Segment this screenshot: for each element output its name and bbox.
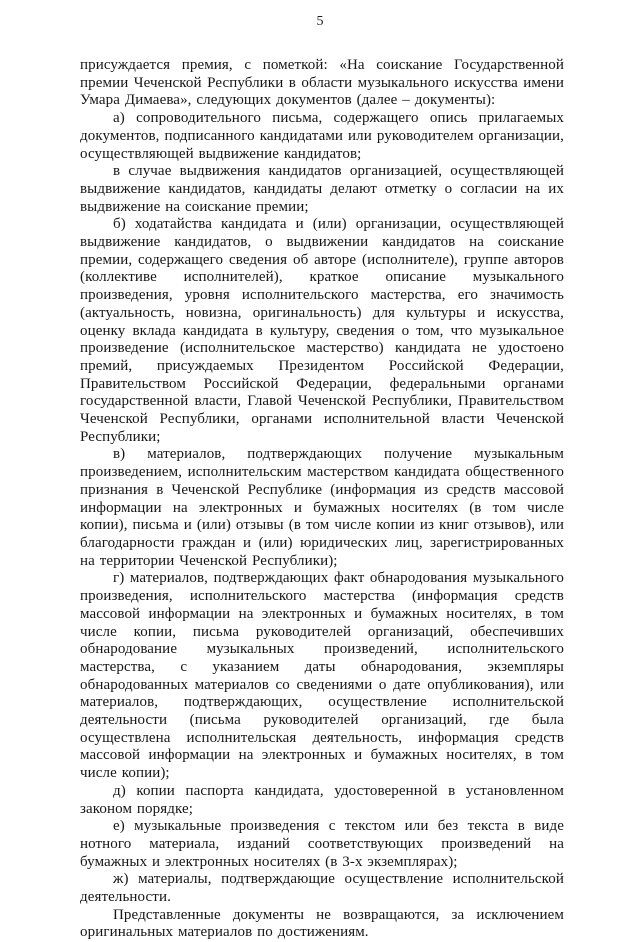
paragraph-closing: Представленные документы не возвращаются, за исключением оригинальных материалов по достижениям. — [80, 906, 564, 941]
paragraph-item-b: б) ходатайства кандидата и (или) организации, осуществляющей выдвижение кандидатов, о выдвижении кандидатов на соискание премии, содержащего сведения об авторе (исполнителе), группе авторов (коллективе исполнителей), краткое описание музыкального произведения, уровня исполнительского мастерства, его значимость (актуальность, новизна, оригинальность) для культуры и искусства, оценку вклада кандидата в культуру, сведения о том, что музыкальное произведение (исполнительское мастерство) кандидата не удостоено премий, присуждаемых Президентом Российской Федерации, Правительством Российской Федерации, федеральными органами государственной власти, Главой Чеченской Республики, Правительством Чеченской Республики, органами исполнительной власти Чеченской Республики; — [80, 216, 564, 445]
page-number: 5 — [316, 14, 324, 29]
paragraph-item-g: г) материалов, подтверждающих факт обнародования музыкального произведения, исполнительского мастерства (информация средств массовой информации на электронных и бумажных носителях, в том числе копии, письма руководителей организаций, обеспечивших обнародование музыкальных произведений, исполнительского мастерства, с указанием даты обнародования, экземпляры обнародованных материалов со сведениями о дате опубликования), или материалов, подтверждающих, осуществление исполнительской деятельности (письма руководителей организаций, где была осуществлена исполнительская деятельность, информация средств массовой информации на электронных и бумажных носителях, в том числе копии); — [80, 570, 564, 782]
paragraph-item-a-note: в случае выдвижения кандидатов организацией, осуществляющей выдвижение кандидатов, кандидаты делают отметку о согласии на их выдвижение на соискание премии; — [80, 163, 564, 215]
document-body — [80, 57, 564, 942]
paragraph-item-e: е) музыкальные произведения с текстом или без текста в виде нотного материала, изданий соответствующих произведений на бумажных и электронных носителях (в 3-х экземплярах); — [80, 818, 564, 870]
paragraph-item-v: в) материалов, подтверждающих получение музыкальным произведением, исполнительским мастерством кандидата общественного признания в Чеченской Республике (информация из средств массовой информации на электронных и бумажных носителях (в том числе копии), письма и (или) отзывы (в том числе копии из книг отзывов), или благодарности граждан и (или) юридических лиц, зарегистрированных на территории Чеченской Республики); — [80, 446, 564, 569]
paragraph-continuation: присуждается премия, с пометкой: «На соискание Государственной премии Чеченской Республики в области музыкального искусства имени Умара Димаева», следующих документов (далее – документы): — [80, 57, 564, 109]
paragraph-item-d: д) копии паспорта кандидата, удостоверенной в установленном законом порядке; — [80, 782, 564, 817]
paragraph-item-zh: ж) материалы, подтверждающие осуществление исполнительской деятельности. — [80, 871, 564, 906]
paragraph-item-a: а) сопроводительного письма, содержащего опись прилагаемых документов, подписанного кандидатами или руководителем организации, осуществляющей выдвижение кандидатов; — [80, 110, 564, 162]
